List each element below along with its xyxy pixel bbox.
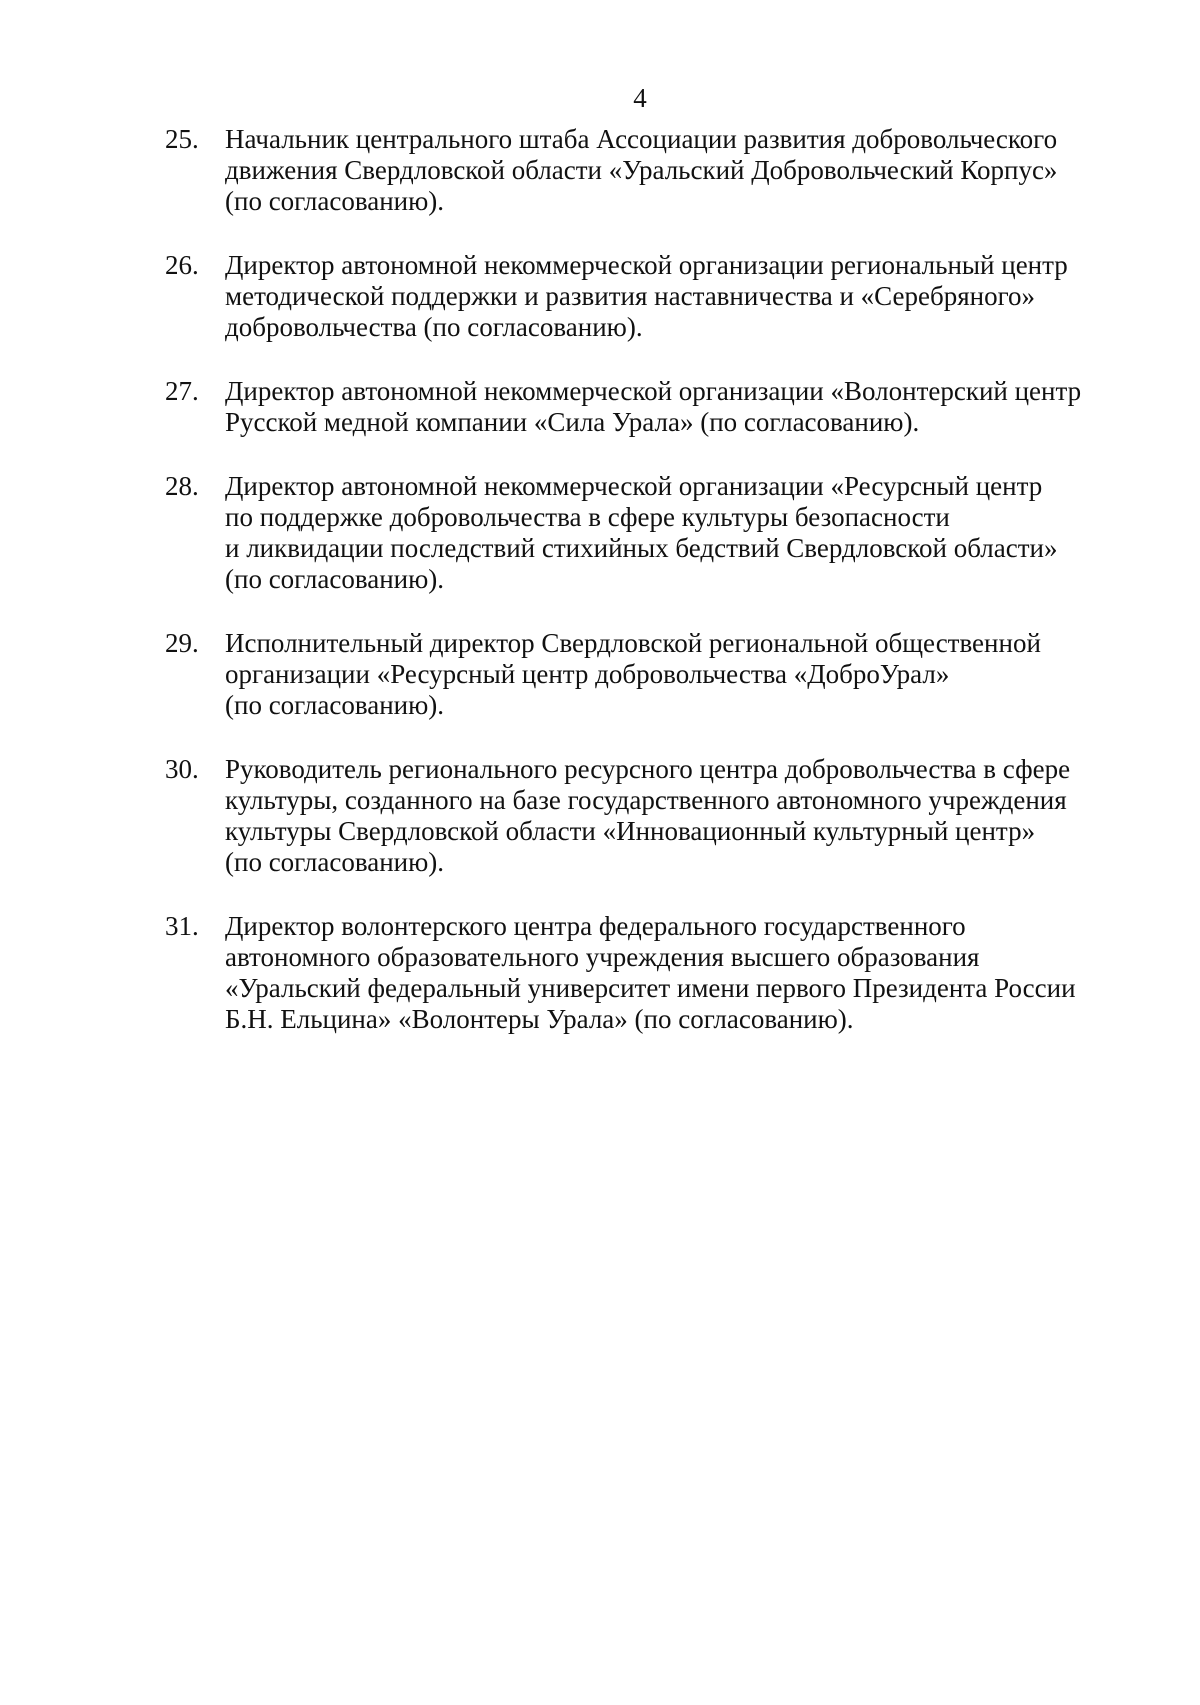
list-item — [165, 124, 1165, 217]
page-number: 4 — [633, 83, 647, 113]
item-line: Директор автономной некоммерческой организации «Ресурсный центр — [225, 471, 1043, 501]
list-item — [165, 754, 1165, 878]
item-line: Директор автономной некоммерческой организации «Волонтерский центр — [225, 376, 1082, 406]
item-number: 29. — [165, 628, 199, 658]
list-item — [165, 376, 1165, 438]
item-line: Начальник центрального штаба Ассоциации развития добровольческого — [225, 124, 1058, 154]
item-text — [225, 250, 1165, 343]
list-item — [165, 628, 1165, 721]
item-line: культуры Свердловской области «Инновационный культурный центр» — [225, 816, 1036, 846]
item-text — [225, 124, 1165, 217]
item-line: (по согласованию). — [225, 847, 445, 877]
list-item — [165, 471, 1165, 595]
item-number: 26. — [165, 250, 199, 280]
item-number: 31. — [165, 911, 199, 941]
item-line: Руководитель регионального ресурсного центра добровольчества в сфере — [225, 754, 1071, 784]
item-line: (по согласованию). — [225, 690, 445, 720]
item-line: добровольчества (по согласованию). — [225, 312, 643, 342]
item-line: организации «Ресурсный центр добровольчества «ДоброУрал» — [225, 659, 950, 689]
item-line: (по согласованию). — [225, 564, 445, 594]
item-number: 25. — [165, 124, 199, 154]
item-number: 30. — [165, 754, 199, 784]
members-list — [165, 124, 1165, 1035]
item-line: культуры, созданного на базе государственного автономного учреждения — [225, 785, 1067, 815]
item-line: Б.Н. Ельцина» «Волонтеры Урала» (по согласованию). — [225, 1004, 854, 1034]
item-line: (по согласованию). — [225, 186, 445, 216]
item-line: и ликвидации последствий стихийных бедствий Свердловской области» — [225, 533, 1058, 563]
item-text — [225, 628, 1165, 721]
list-item — [165, 911, 1165, 1035]
item-line: по поддержке добровольчества в сфере культуры безопасности — [225, 502, 950, 532]
item-line: Директор волонтерского центра федерального государственного — [225, 911, 966, 941]
item-number: 28. — [165, 471, 199, 501]
list-item — [165, 250, 1165, 343]
item-line: Директор автономной некоммерческой организации региональный центр — [225, 250, 1068, 280]
item-text — [225, 911, 1165, 1035]
item-text — [225, 754, 1165, 878]
item-text — [225, 376, 1165, 438]
item-line: Исполнительный директор Свердловской региональной общественной — [225, 628, 1041, 658]
item-line: методической поддержки и развития наставничества и «Серебряного» — [225, 281, 1035, 311]
item-line: движения Свердловской области «Уральский Добровольческий Корпус» — [225, 155, 1058, 185]
item-number: 27. — [165, 376, 199, 406]
item-text — [225, 471, 1165, 595]
item-line: «Уральский федеральный университет имени первого Президента России — [225, 973, 1076, 1003]
item-line: автономного образовательного учреждения высшего образования — [225, 942, 980, 972]
item-line: Русской медной компании «Сила Урала» (по согласованию). — [225, 407, 920, 437]
